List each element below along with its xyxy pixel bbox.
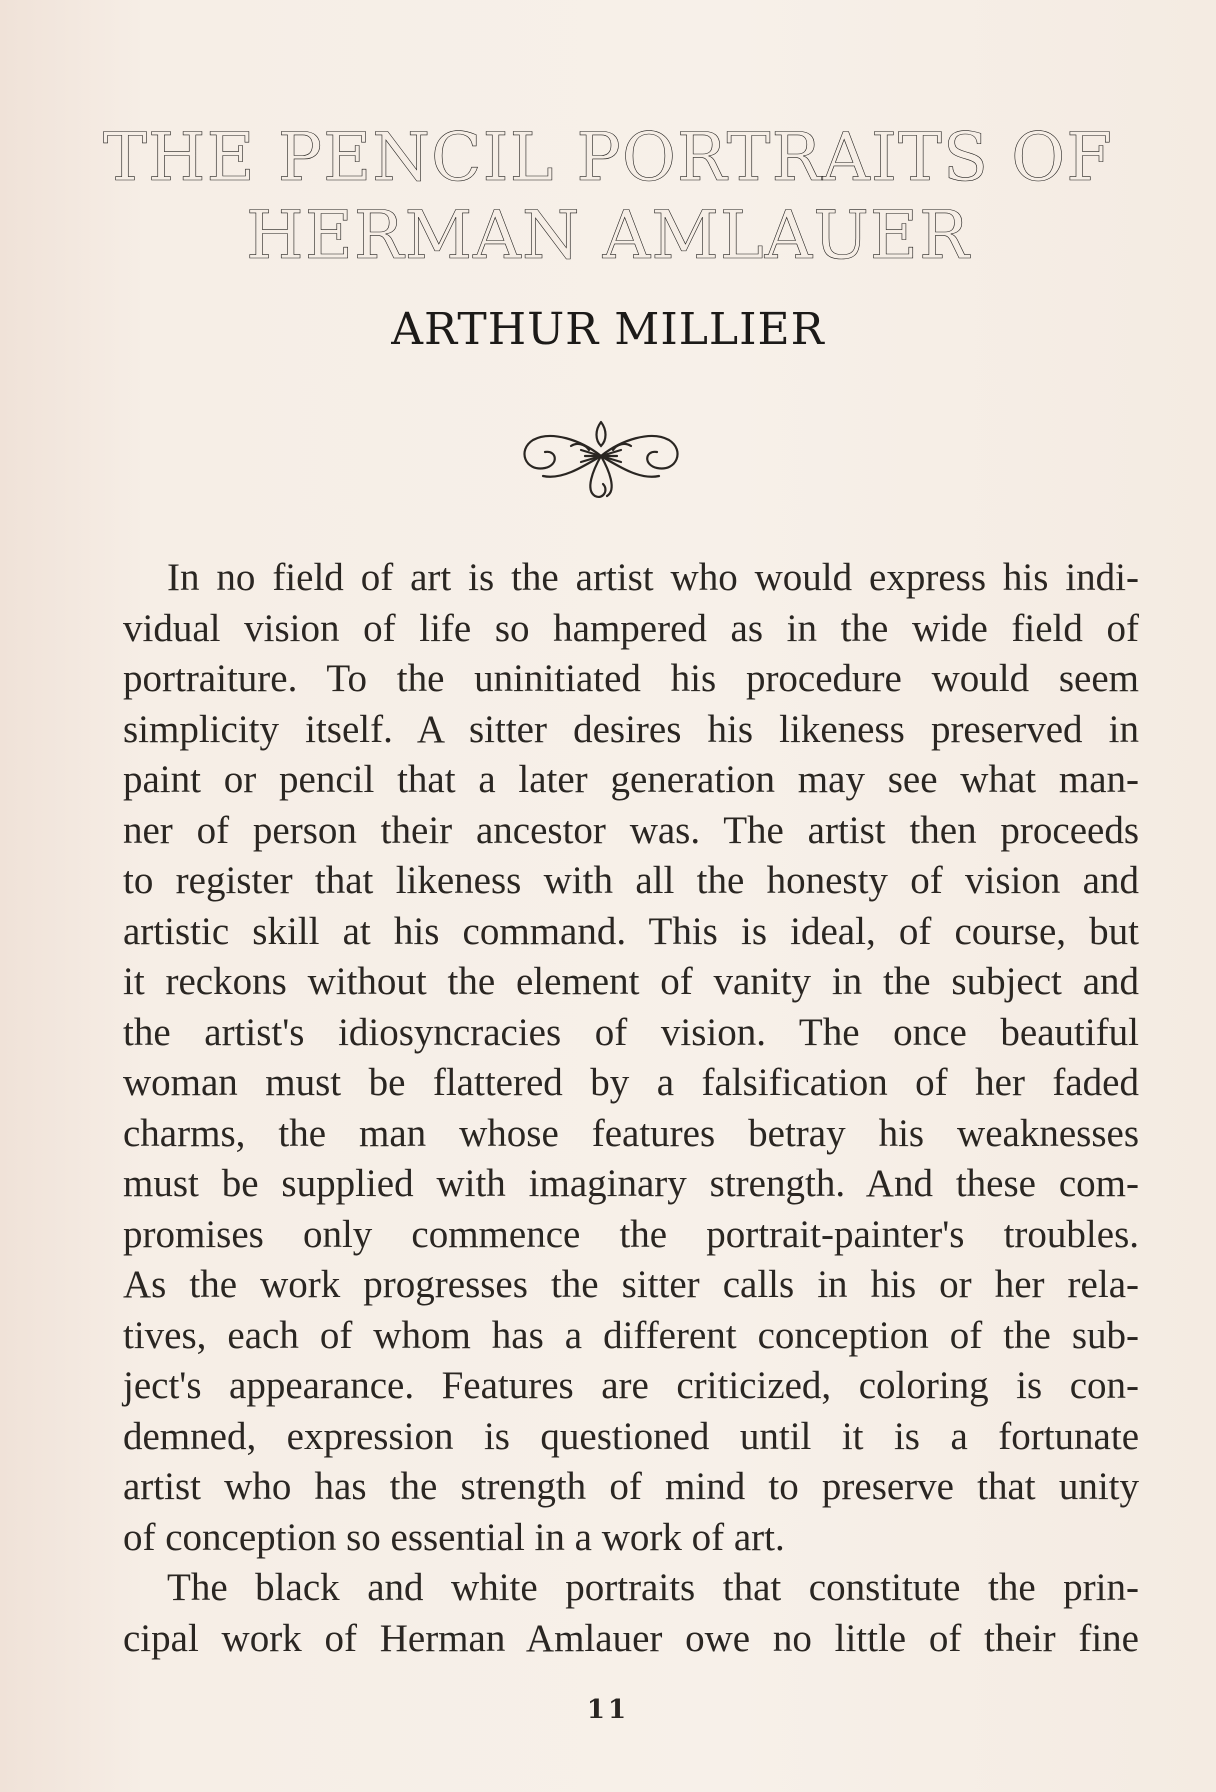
- paragraph-2: [79, 1563, 1139, 1664]
- text-line: simplicity itself. A sitter desires his likeness preserved in: [123, 707, 1139, 751]
- text-line: tives, each of whom has a different conception of the sub-: [123, 1313, 1139, 1357]
- text-line: artistic skill at his command. This is ideal, of course, but: [123, 909, 1139, 953]
- page-number: 11: [586, 1695, 630, 1725]
- text-line: The black and white portraits that constitute the prin-: [167, 1566, 1139, 1609]
- text-line: the artist's idiosyncracies of vision. The once beautiful: [123, 1010, 1139, 1054]
- text-line: artist who has the strength of mind to preserve that unity: [123, 1465, 1139, 1508]
- text-line: it reckons without the element of vanity in the subject and: [123, 960, 1139, 1003]
- text-line: must be supplied with imaginary strength. And these com-: [123, 1162, 1139, 1205]
- text-line: ject's appearance. Features are criticized, coloring is con-: [123, 1364, 1139, 1407]
- text-line: In no field of art is the artist who would express his indi-: [167, 556, 1139, 599]
- text-line: cipal work of Herman Amlauer owe no little of their fine: [123, 1616, 1139, 1660]
- text-line: paint or pencil that a later generation may see what man-: [123, 758, 1139, 801]
- article-author: ARTHUR MILLIER: [391, 304, 825, 355]
- article-body: [79, 553, 1139, 1664]
- text-line: to register that likeness with all the honesty of vision and: [123, 859, 1139, 902]
- text-line: woman must be flattered by a falsification of her faded: [123, 1061, 1139, 1104]
- article-title-line-2: HERMAN AMLAUER: [246, 197, 970, 274]
- text-line: charms, the man whose features betray his weaknesses: [123, 1111, 1139, 1155]
- text-line: As the work progresses the sitter calls in his or her rela-: [123, 1263, 1139, 1306]
- text-line: vidual vision of life so hampered as in the wide field of: [123, 606, 1139, 650]
- text-line: demned, expression is questioned until it is a fortunate: [123, 1414, 1139, 1458]
- text-line: promises only commence the portrait-painter's troubles.: [123, 1212, 1139, 1256]
- article-title-line-1: THE PENCIL PORTRAITS OF: [102, 119, 1114, 196]
- text-line: of conception so essential in a work of art.: [123, 1515, 785, 1559]
- flourish-ornament-icon: [511, 410, 691, 502]
- paragraph-1: [79, 553, 1139, 1563]
- text-line: portraiture. To the uninitiated his procedure would seem: [123, 657, 1139, 700]
- text-line: ner of person their ancestor was. The artist then proceeds: [123, 808, 1139, 852]
